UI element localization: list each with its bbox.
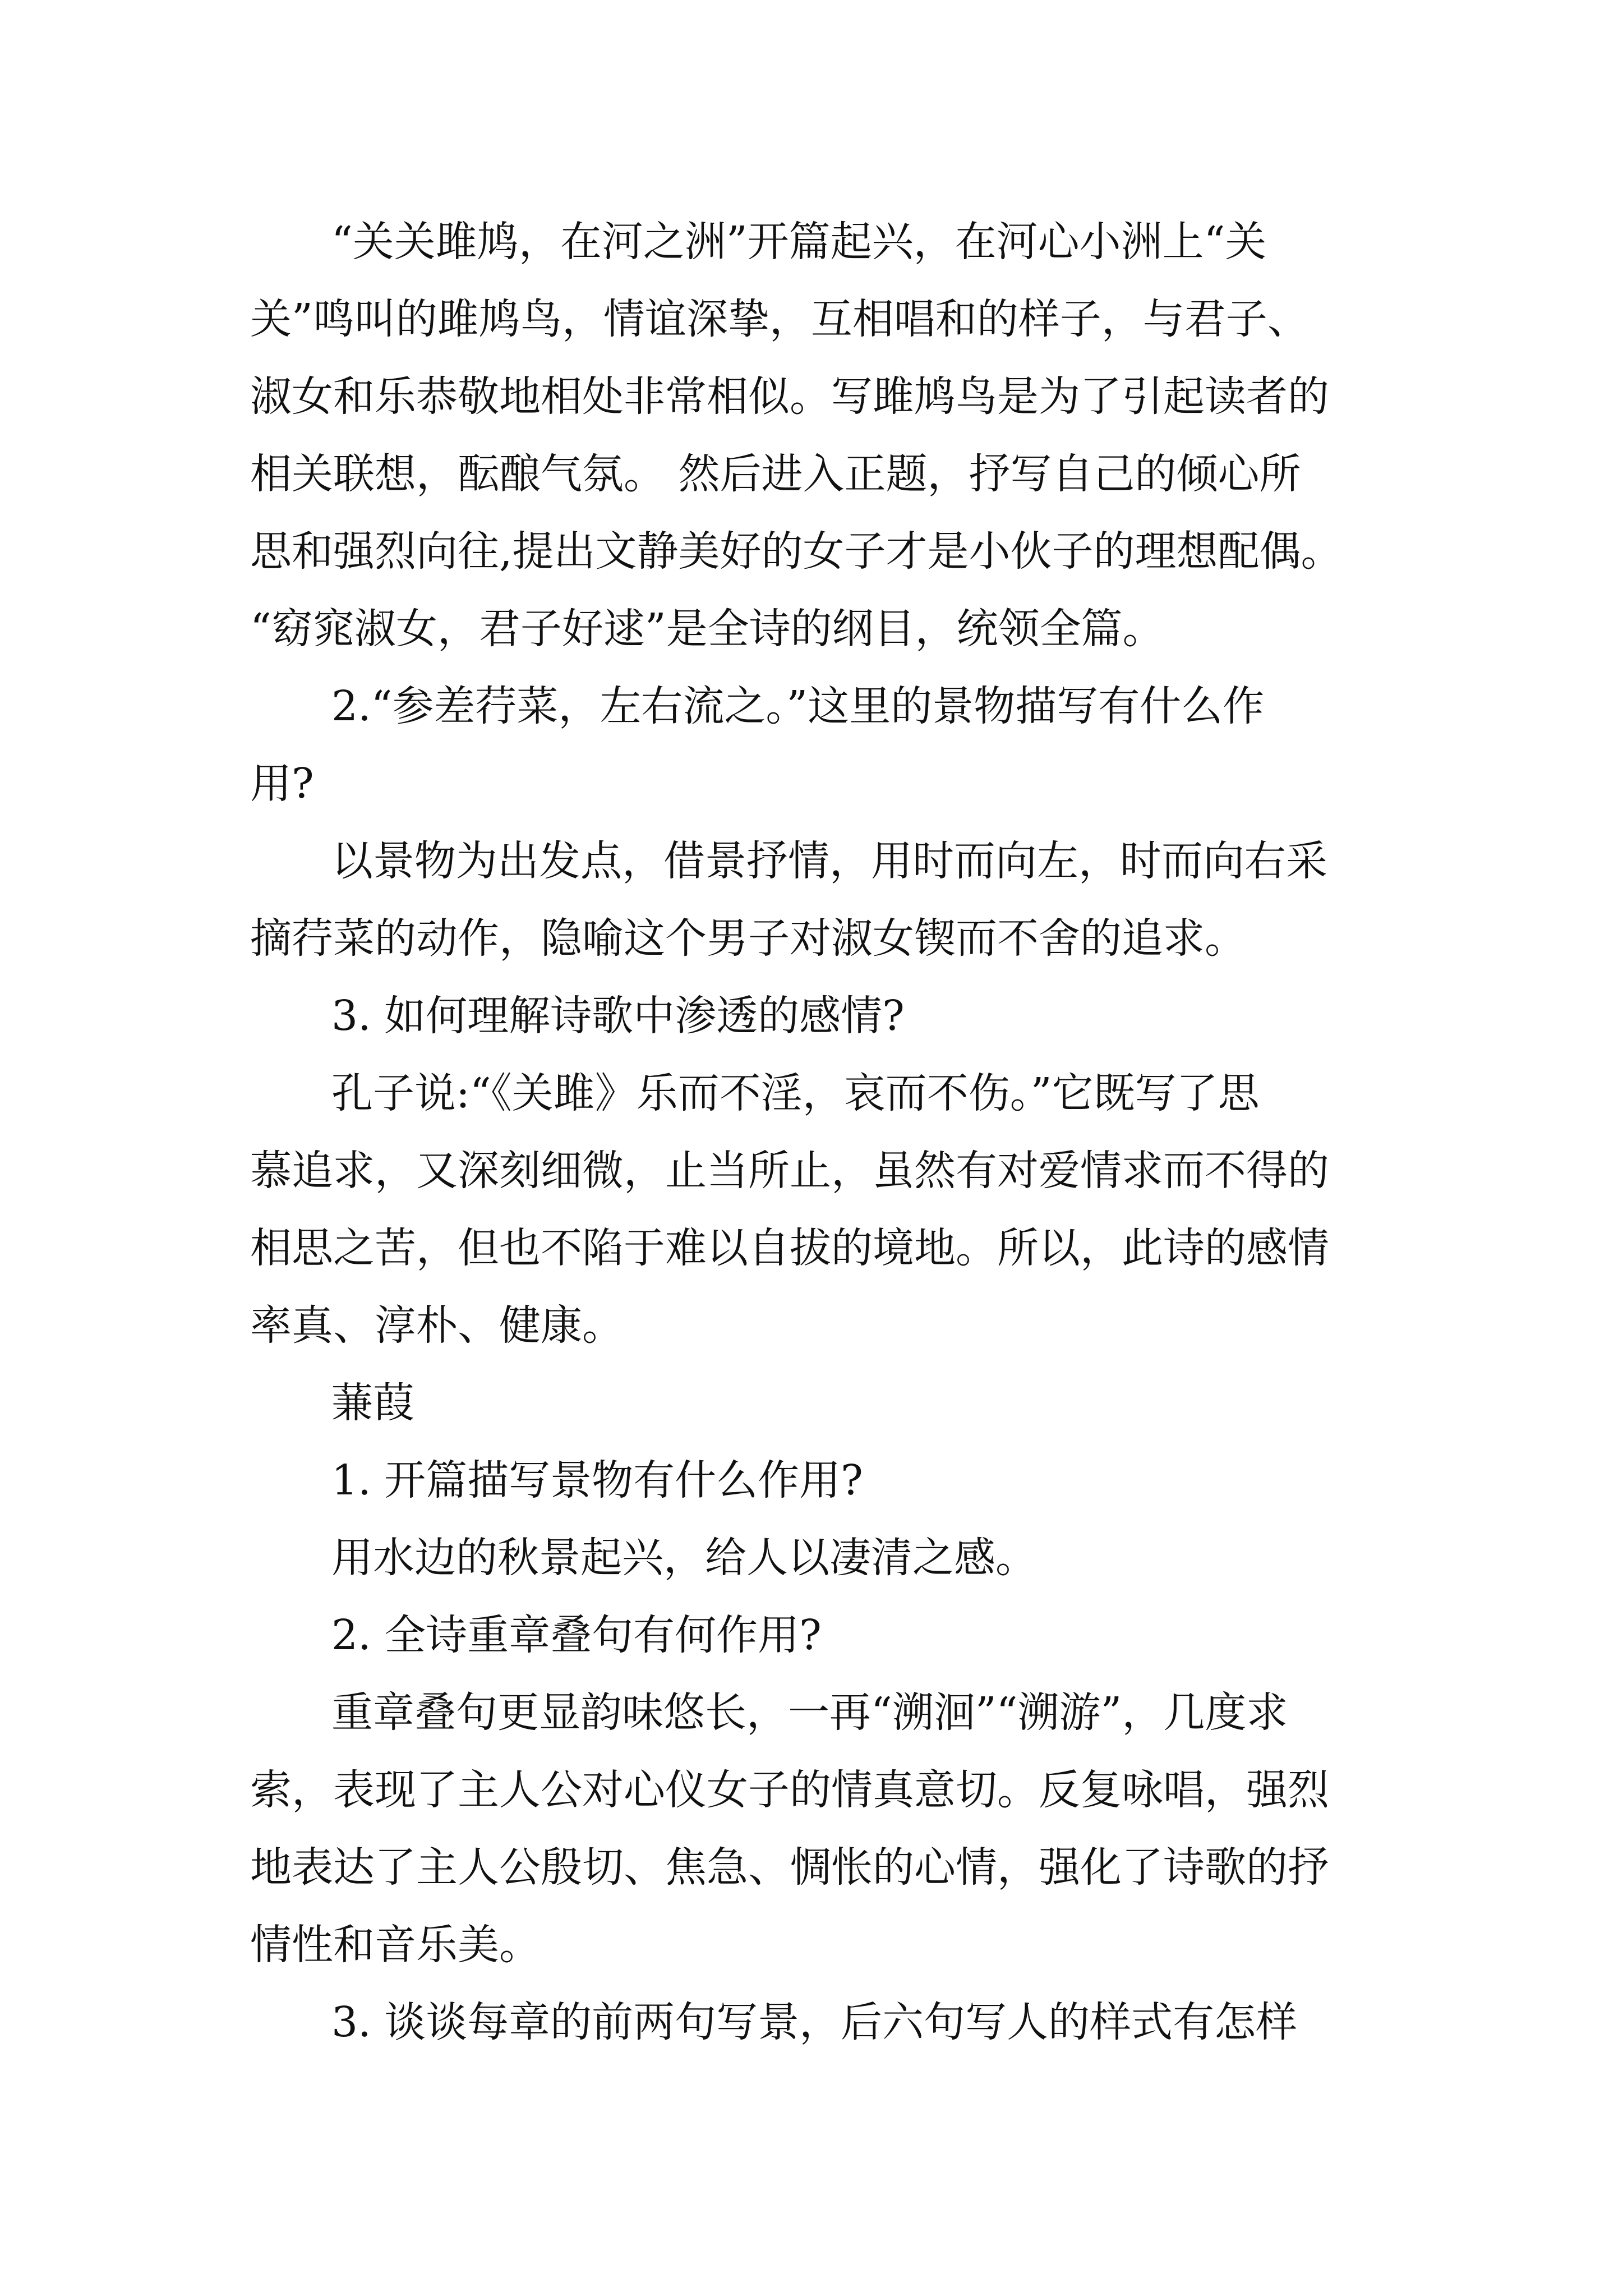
text-line: 以景物为出发点，借景抒情，用时而向左，时而向右采 — [331, 837, 1327, 885]
text-line: 淑女和乐恭敬地相处非常相似。写雎鸠鸟是为了引起读者的 — [250, 372, 1329, 421]
text-line: 地表达了主人公殷切、焦急、惆怅的心情，强化了诗歌的抒 — [250, 1843, 1329, 1892]
text-line: 关”鸣叫的雎鸠鸟，情谊深挚，互相唱和的样子，与君子、 — [250, 295, 1309, 343]
text-line: 慕追求，又深刻细微，止当所止，虽然有对爱情求而不得的 — [250, 1147, 1329, 1195]
text-line: 思和强烈向往,提出文静美好的女子才是小伙子的理想配偶。 — [250, 527, 1343, 576]
text-line: 用水边的秋景起兴，给人以凄清之感。 — [331, 1534, 1037, 1582]
question-line: 3. 如何理解诗歌中渗透的感情? — [331, 992, 905, 1040]
text-line: 相关联想，酝酿气氛。 然后进入正题，抒写自己的倾心所 — [250, 450, 1301, 498]
question-line: 用? — [250, 760, 314, 808]
text-line: 相思之苦，但也不陷于难以自拔的境地。所以，此诗的感情 — [250, 1224, 1329, 1272]
question-line: 2.“参差荇菜，左右流之。”这里的景物描写有什么作 — [331, 682, 1265, 730]
text-line: 孔子说:“《关雎》乐而不淫，哀而不伤。”它既写了思 — [331, 1069, 1260, 1117]
question-line: 1. 开篇描写景物有什么作用? — [331, 1456, 863, 1504]
text-line: 情性和音乐美。 — [250, 1921, 541, 1969]
section-heading: 蒹葭 — [331, 1379, 414, 1427]
text-line: 重章叠句更显韵味悠长，一再“溯洄”“溯游”，几度求 — [331, 1688, 1288, 1737]
text-line: 索，表现了主人公对心仪女子的情真意切。反复咏唱，强烈 — [250, 1766, 1329, 1814]
question-line: 2. 全诗重章叠句有何作用? — [331, 1611, 822, 1659]
question-line: 3. 谈谈每章的前两句写景，后六句写人的样式有怎样 — [331, 1998, 1298, 2046]
text-line: 摘荇菜的动作，隐喻这个男子对淑女锲而不舍的追求。 — [250, 914, 1246, 963]
text-line: “窈窕淑女，君子好逑”是全诗的纲目，统领全篇。 — [250, 605, 1164, 653]
text-line: “关关雎鸠，在河之洲”开篇起兴，在河心小洲上“关 — [331, 218, 1267, 266]
text-line: 率真、淳朴、健康。 — [250, 1301, 624, 1350]
